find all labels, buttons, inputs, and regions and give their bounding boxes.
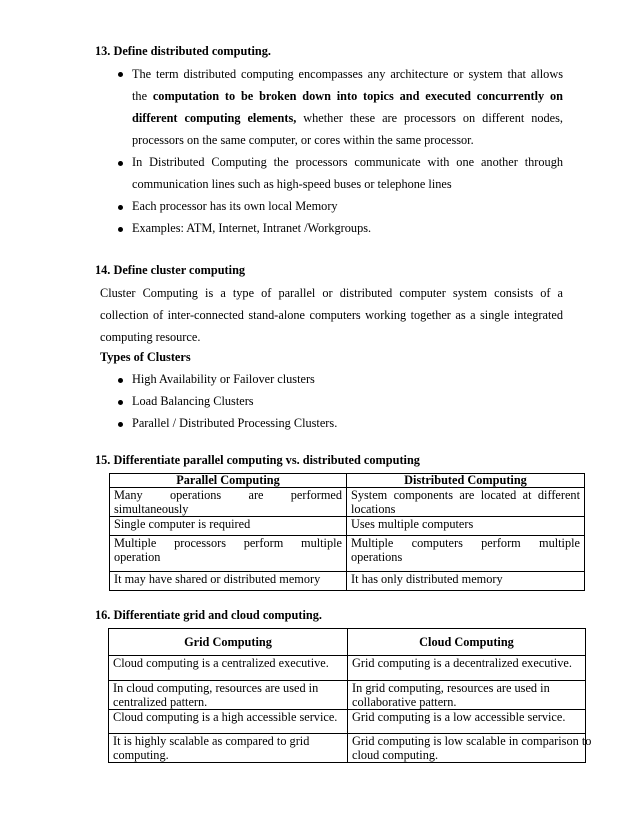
q16-table-cell-line: Cloud computing is a high accessible service.	[113, 710, 338, 724]
q16-table-cell-line: In grid computing, resources are used in	[352, 681, 550, 695]
bullet-dot	[118, 227, 123, 232]
bullet-dot	[118, 72, 123, 77]
bullet-dot	[118, 422, 123, 427]
q15-table-cell	[347, 517, 585, 536]
q15-table-cell-line: simultaneously	[114, 502, 189, 516]
q15-table-cell	[110, 517, 347, 536]
q14-para-line3: computing resource.	[100, 330, 201, 344]
q15-table-cell-line: Many operations are performed	[114, 488, 342, 502]
q15-header-cell: Distributed Computing	[347, 474, 585, 488]
q16-table-cell	[109, 656, 348, 681]
q15-table-cell	[110, 572, 347, 591]
q15-table-cell-line: It may have shared or distributed memory	[114, 572, 321, 586]
bullet-dot	[118, 205, 123, 210]
q13-bullet2-line1: In Distributed Computing the processors communicate with one another through	[132, 155, 563, 169]
q16-table-cell	[348, 710, 586, 734]
q16-table-cell-line: Grid computing is a low accessible service.	[352, 710, 566, 724]
q14-para-line1: Cluster Computing is a type of parallel or distributed computer system consists of a	[100, 286, 563, 300]
bullet-dot	[118, 400, 123, 405]
q16-table-cell	[109, 681, 348, 710]
q13-bullet1-line3	[132, 111, 563, 125]
q14-type-item: Parallel / Distributed Processing Clusters.	[132, 416, 338, 430]
q16-table-cell-line: In cloud computing, resources are used in	[113, 681, 319, 695]
bullet-dot	[118, 161, 123, 166]
q15-table-cell-line: System components are located at different	[351, 488, 580, 502]
q13-bullet1-line1: The term distributed computing encompasses any architecture or system that allows	[132, 67, 563, 81]
q15-table-cell	[347, 488, 585, 517]
q14-para-line2: collection of inter-connected stand-alone computers working together as a single integrated	[100, 308, 563, 322]
q16-table-cell-line: collaborative pattern.	[352, 695, 457, 709]
q13-heading: 13. Define distributed computing.	[95, 44, 271, 58]
q16-table-cell	[109, 710, 348, 734]
q13-bullet2-line2: communication lines such as high-speed buses or telephone lines	[132, 177, 452, 191]
q16-table-cell-line: It is highly scalable as compared to grid	[113, 734, 310, 748]
q16-table-cell	[348, 656, 586, 681]
q15-table-cell-line: locations	[351, 502, 396, 516]
q15-table-row	[110, 572, 585, 591]
q16-table-cell-line: Cloud computing is a centralized executive.	[113, 656, 329, 670]
q16-table-cell-line: cloud computing.	[352, 748, 439, 762]
q15-table-cell-line: Multiple computers perform multiple	[351, 536, 580, 550]
q16-table-cell	[348, 681, 586, 710]
q13-bullet1-line3-bold: different computing elements,	[132, 111, 297, 125]
q15-table-cell	[110, 536, 347, 572]
q15-table-row	[110, 536, 585, 572]
q16-table-row	[109, 656, 586, 681]
q13-bullet4: Examples: ATM, Internet, Intranet /Workgroups.	[132, 221, 372, 235]
q15-table-cell	[110, 488, 347, 517]
q15-table-cell-line: operations	[351, 550, 403, 564]
q15-table-cell-line: Multiple processors perform multiple	[114, 536, 342, 550]
q14-type-item: Load Balancing Clusters	[132, 394, 254, 408]
q16-table-cell	[348, 734, 592, 763]
q16-table	[108, 628, 592, 763]
q15-table-cell-line: Uses multiple computers	[351, 517, 474, 531]
q16-table-row	[109, 734, 586, 763]
q15-table-row	[110, 488, 585, 517]
q15-table-row	[110, 517, 585, 536]
q15-table-cell	[347, 572, 585, 591]
q16-heading: 16. Differentiate grid and cloud computing.	[95, 608, 322, 622]
q16-table-row	[109, 681, 586, 710]
q14-type-item: High Availability or Failover clusters	[132, 372, 315, 386]
q16-table-cell	[109, 734, 348, 763]
q15-table	[109, 473, 585, 591]
q15-table-cell-line: It has only distributed memory	[351, 572, 503, 586]
q16-table-cell-line: computing.	[113, 748, 169, 762]
q13-bullet1-line2-plain: the	[132, 89, 148, 103]
q13-bullet1-line3-plain: whether these are processors on different nodes,	[303, 111, 563, 125]
q15-table-cell-line: operation	[114, 550, 161, 564]
q15-table-cell-line: Single computer is required	[114, 517, 251, 531]
q16-table-cell-line: centralized pattern.	[113, 695, 208, 709]
bullet-dot	[118, 378, 123, 383]
q16-header-cell: Grid Computing	[109, 629, 348, 656]
q14-heading: 14. Define cluster computing	[95, 263, 246, 277]
q16-table-cell-line: Grid computing is low scalable in comparison to	[352, 734, 592, 748]
q15-table-cell	[347, 536, 585, 572]
q13-bullet1-line2	[132, 89, 563, 103]
q15-header-cell: Parallel Computing	[110, 474, 347, 488]
q13-bullet3: Each processor has its own local Memory	[132, 199, 338, 213]
q16-table-row	[109, 710, 586, 734]
q16-table-cell-line: Grid computing is a decentralized executive.	[352, 656, 572, 670]
q14-types-heading: Types of Clusters	[100, 350, 191, 364]
q16-header-cell: Cloud Computing	[348, 629, 586, 656]
q13-bullet1-line2-bold: computation to be broken down into topics and executed concurrently on	[152, 89, 563, 103]
q15-heading: 15. Differentiate parallel computing vs. distributed computing	[95, 453, 420, 467]
q13-bullet1-line4: processors on the same computer, or cores within the same processor.	[132, 133, 474, 147]
